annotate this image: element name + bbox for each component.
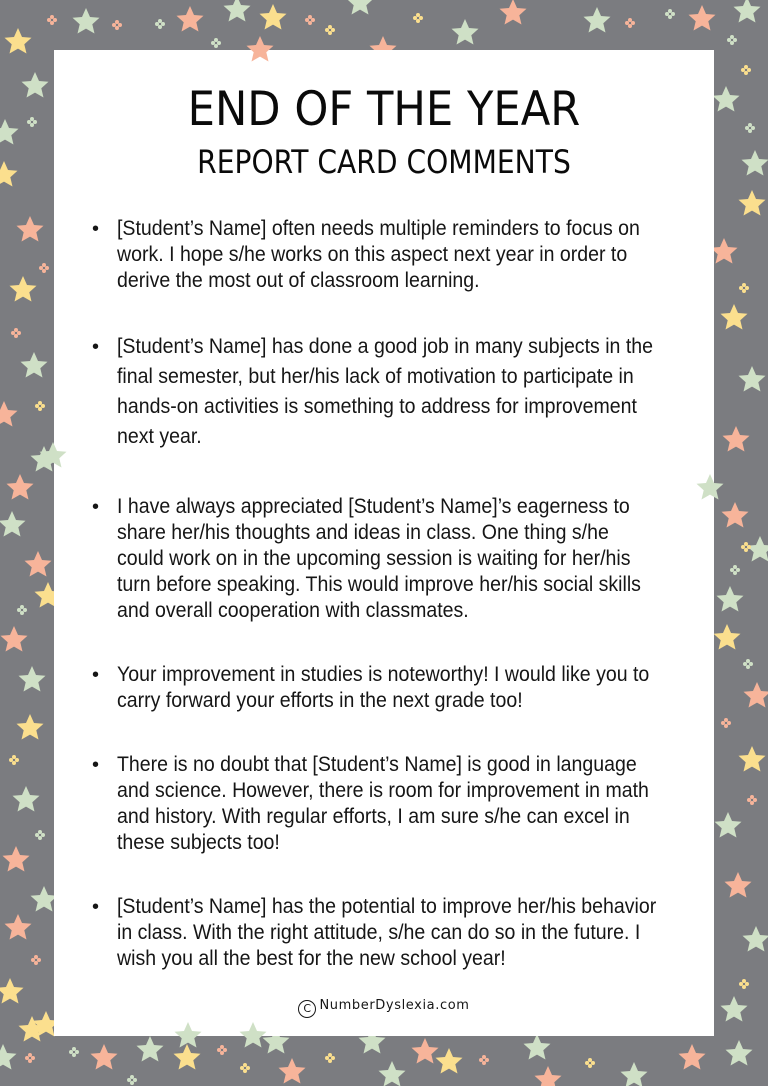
bullet-icon: •	[92, 336, 100, 358]
comment-text: [Student’s Name] often needs multiple reminders to focus on work. I hope s/he works on this aspect next year in order to derive the most out of classroom learning.	[117, 217, 640, 292]
copyright-icon: C	[298, 1000, 316, 1018]
comment-text: There is no doubt that [Student’s Name] is good in language and science. However, there is room for improvement in math and history. With regular efforts, I am sure s/he can excel in these subjects too!	[117, 753, 649, 854]
comment-item	[92, 662, 702, 714]
bullet-icon: •	[92, 218, 100, 240]
page-title: END OF THE YEAR	[187, 82, 581, 137]
comment-item	[92, 216, 702, 294]
bullet-icon: •	[92, 496, 100, 518]
comment-item	[92, 494, 702, 624]
report-card-sheet	[54, 50, 714, 1036]
star-icon	[73, 8, 100, 34]
comment-text: [Student’s Name] has done a good job in many subjects in the final semester, but her/his lack of motivation to participate in hands-on activities is something to address for improvement next year.	[117, 335, 653, 448]
comment-text: [Student’s Name] has the potential to improve her/his behavior in class. With the right attitude, s/he can do so in the future. I wish you all the best for the new school year!	[117, 895, 657, 970]
comment-item	[92, 894, 702, 972]
comment-text: Your improvement in studies is noteworthy! I would like you to carry forward your efforts in the next grade too!	[117, 663, 650, 712]
comment-item	[92, 752, 702, 856]
comment-item	[92, 332, 702, 452]
comment-text: I have always appreciated [Student’s Name]’s eagerness to share her/his thoughts and ideas in class. One thing s/he could work on in the upcoming session is waiting for her/his turn before speaking. This would improve her/his social skills and overall cooperation with classmates.	[117, 495, 641, 622]
site-link[interactable]: NumberDyslexia.com	[319, 998, 470, 1013]
bullet-icon: •	[92, 896, 100, 918]
bullet-icon: •	[92, 754, 100, 776]
bullet-icon: •	[92, 664, 100, 686]
page-subtitle: REPORT CARD COMMENTS	[197, 143, 571, 181]
copyright-footer	[54, 998, 714, 1018]
